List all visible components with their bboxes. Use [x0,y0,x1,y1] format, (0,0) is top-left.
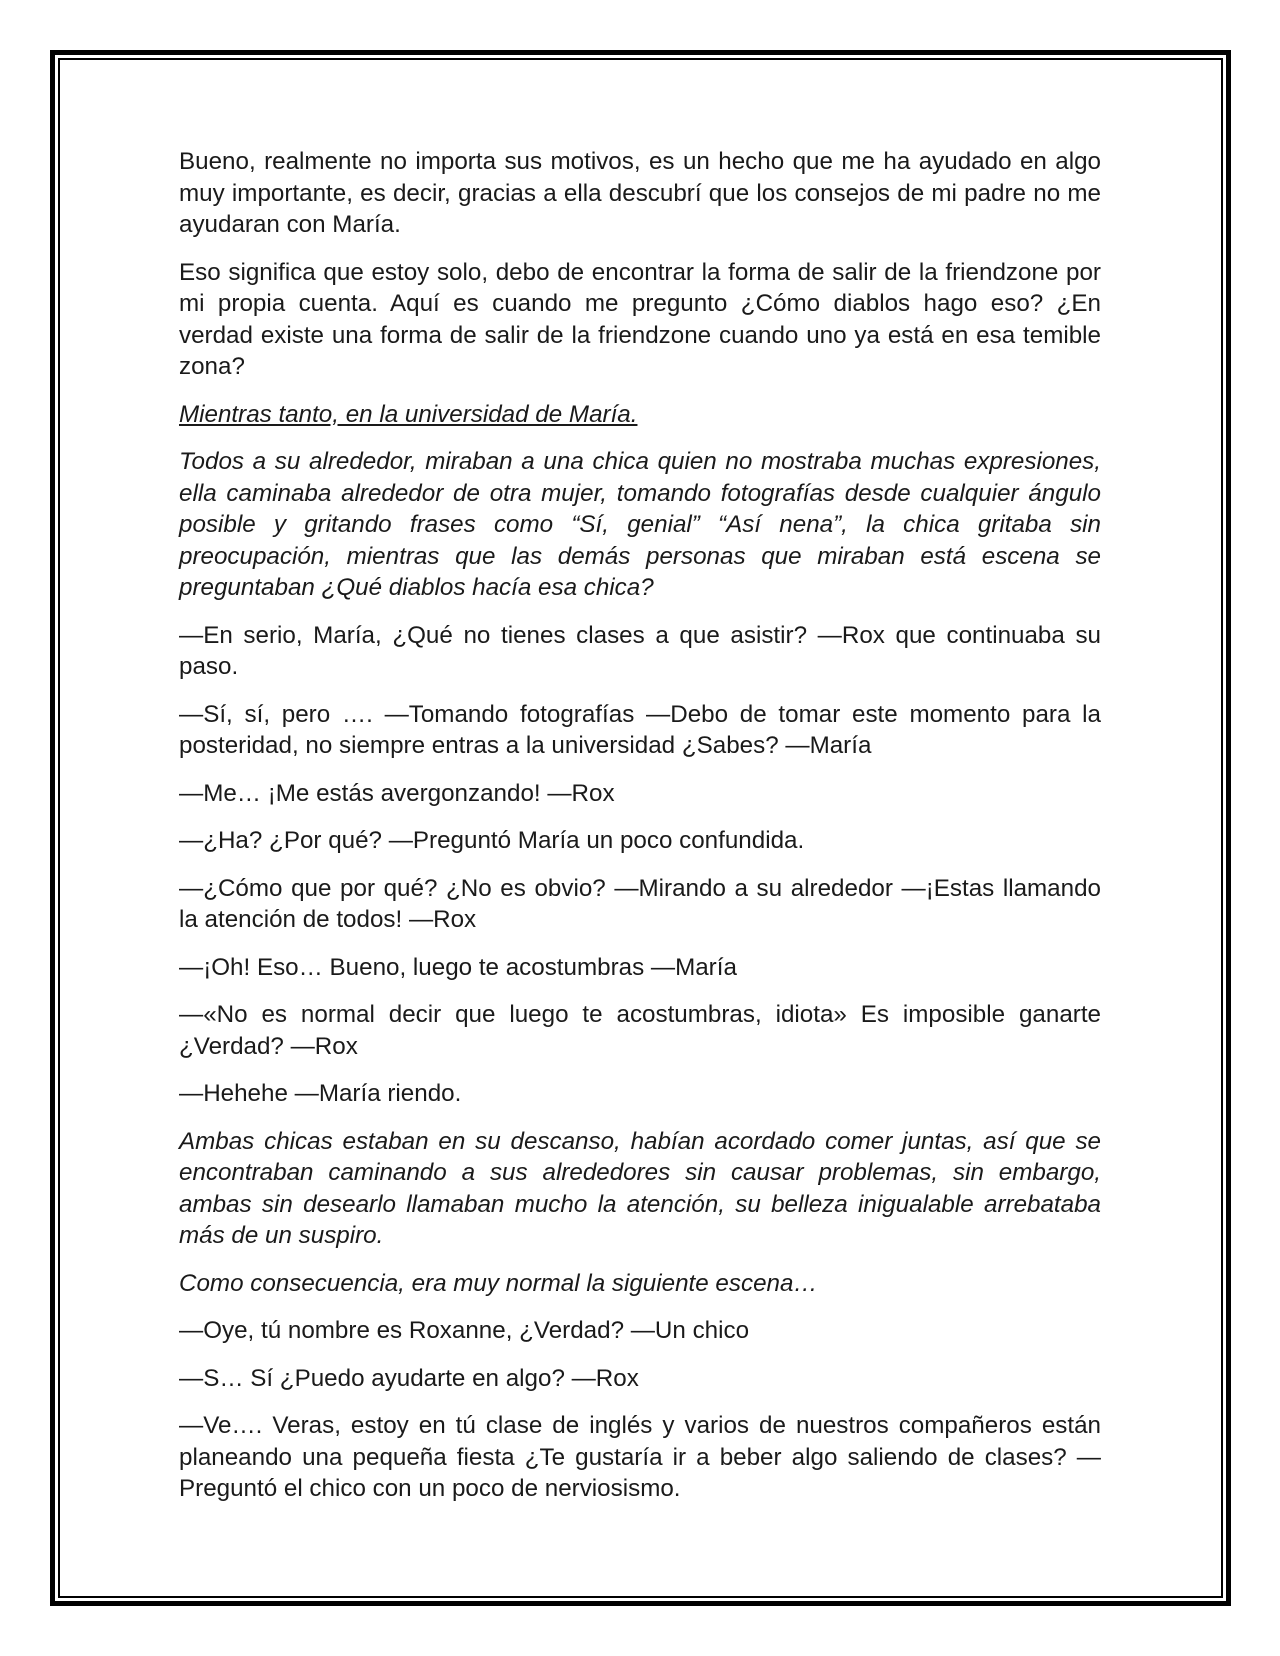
paragraph: Bueno, realmente no importa sus motivos, es un hecho que me ha ayudado en algo muy importante, es decir, gracias a ella descubrí que los consejos de mi padre no me ayudaran con María. [179,148,1101,238]
dialogue-line: —¡Oh! Eso… Bueno, luego te acostumbras —María [179,953,737,981]
paragraph: Eso significa que estoy solo, debo de encontrar la forma de salir de la friendzone por mi propia cuenta. Aquí es cuando me pregunto ¿Cómo diablos hago eso? ¿En verdad existe una forma de salir de la friendzone cuando uno ya está en esa temible zona? [179,258,1101,380]
dialogue-line: —En serio, María, ¿Qué no tienes clases a que asistir? —Rox que continuaba su paso. [179,621,1101,680]
dialogue-line: —Me… ¡Me estás avergonzando! —Rox [179,779,615,807]
dialogue-line: —S… Sí ¿Puedo ayudarte en algo? —Rox [179,1364,639,1392]
narration-paragraph: Todos a su alrededor, miraban a una chica quien no mostraba muchas expresiones, ella caminaba alrededor de otra mujer, tomando fotografías desde cualquier ángulo posible y gritando frases como “Sí, genial” “Así nena”, la chica gritaba sin preocupación, mientras que las demás personas que miraban está escena se preguntaban ¿Qué diablos hacía esa chica? [179,448,1101,601]
dialogue-line: —Ve…. Veras, estoy en tú clase de inglés y varios de nuestros compañeros están planeando una pequeña fiesta ¿Te gustaría ir a beber algo saliendo de clases? —Preguntó el chico con un poco de nerviosismo. [179,1412,1101,1502]
dialogue-line: —Oye, tú nombre es Roxanne, ¿Verdad? —Un chico [179,1317,750,1344]
dialogue-line: —¿Ha? ¿Por qué? —Preguntó María un poco confundida. [179,827,805,854]
narration-paragraph: Ambas chicas estaban en su descanso, habían acordado comer juntas, así que se encontraban caminando a sus alrededores sin causar problemas, sin embargo, ambas sin desearlo llamaban mucho la atención, su belleza inigualable arrebataba más de un suspiro. [179,1127,1101,1249]
narration-paragraph: Como consecuencia, era muy normal la siguiente escena… [179,1269,818,1297]
dialogue-line: —«No es normal decir que luego te acostumbras, idiota» Es imposible ganarte ¿Verdad? —Rox [179,1001,1101,1060]
scene-heading: Mientras tanto, en la universidad de María. [179,400,638,428]
dialogue-line: —Hehehe —María riendo. [179,1080,462,1107]
document-body [179,146,1101,1521]
dialogue-line: —Sí, sí, pero …. —Tomando fotografías —Debo de tomar este momento para la posteridad, no siempre entras a la universidad ¿Sabes? —María [179,700,1101,759]
dialogue-line: —¿Cómo que por qué? ¿No es obvio? —Mirando a su alrededor —¡Estas llamando la atención de todos! —Rox [179,874,1101,933]
